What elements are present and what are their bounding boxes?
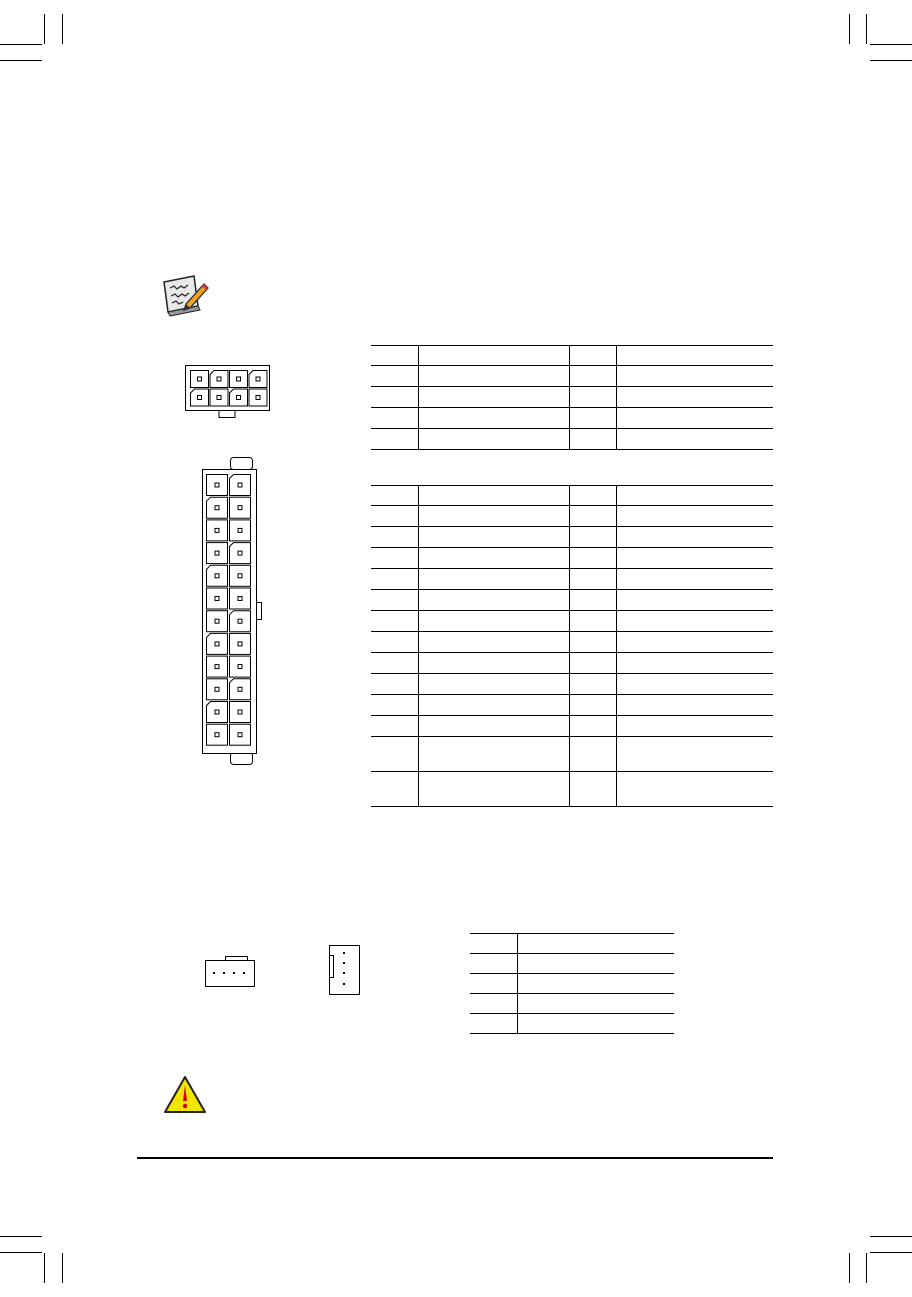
table-row (371, 590, 773, 611)
pin-contact (215, 528, 219, 532)
pin-contact (238, 687, 242, 691)
table-cell (616, 716, 773, 737)
table-row (470, 974, 674, 994)
table-row (371, 674, 773, 695)
table-cell (517, 934, 674, 954)
table-cell (569, 653, 616, 674)
pin-contact (215, 483, 219, 487)
pin-contact (238, 710, 242, 714)
table-cell (616, 387, 773, 408)
table-cell (517, 994, 674, 1014)
table-cell (616, 772, 773, 807)
table-row (371, 486, 773, 506)
table-cell (418, 506, 569, 527)
crop-mark (0, 1236, 42, 1237)
crop-mark (44, 1253, 45, 1283)
table-row (371, 506, 773, 527)
pin-contact (215, 642, 219, 646)
table-cell (470, 974, 517, 994)
table-cell (418, 486, 569, 506)
crop-mark (0, 44, 42, 45)
table-cell (616, 695, 773, 716)
table-cell (569, 695, 616, 716)
table-cell (616, 632, 773, 653)
table-row (470, 934, 674, 954)
table-cell (371, 569, 418, 590)
table-cell (569, 716, 616, 737)
table-cell (616, 506, 773, 527)
table-cell (418, 772, 569, 807)
crop-mark (866, 1253, 867, 1283)
table-cell (616, 674, 773, 695)
table-cell (616, 408, 773, 429)
table-row (371, 737, 773, 772)
table-cell (418, 695, 569, 716)
table-cell (569, 737, 616, 772)
table-cell (517, 974, 674, 994)
warning-triangle-icon (163, 1075, 207, 1115)
table-cell (418, 408, 569, 429)
table-cell (569, 429, 616, 450)
footer-rule (137, 1157, 773, 1159)
table-cell (569, 366, 616, 387)
table-cell (418, 737, 569, 772)
table-cell (616, 737, 773, 772)
pin-contact (238, 528, 242, 532)
table-cell (418, 632, 569, 653)
crop-mark (62, 14, 63, 44)
table-cell (371, 695, 418, 716)
table-cell (569, 387, 616, 408)
crop-mark (870, 1252, 912, 1253)
pin-contact (217, 377, 221, 381)
table-cell (569, 569, 616, 590)
table-cell (371, 408, 418, 429)
table-cell (371, 674, 418, 695)
table-cell (418, 548, 569, 569)
table-cell (418, 674, 569, 695)
table-cell (569, 674, 616, 695)
table-cell (371, 716, 418, 737)
table-cell (470, 1014, 517, 1034)
crop-mark (870, 60, 912, 61)
table-row (470, 994, 674, 1014)
table-cell (569, 772, 616, 807)
pin-contact (217, 396, 221, 400)
table-cell (616, 611, 773, 632)
table-row (371, 653, 773, 674)
pin-contact (215, 619, 219, 623)
table-cell (569, 408, 616, 429)
table-cell (470, 994, 517, 1014)
table-cell (418, 716, 569, 737)
pin-contact (215, 506, 219, 510)
table-cell (371, 366, 418, 387)
table-cell (569, 548, 616, 569)
crop-mark (870, 1236, 912, 1237)
crop-mark (44, 14, 45, 44)
table-row (371, 527, 773, 548)
crop-mark (849, 14, 850, 44)
table-cell (616, 346, 773, 366)
table-cell (418, 366, 569, 387)
table-row (371, 611, 773, 632)
atx-24pin-connector-diagram (198, 456, 268, 768)
table-cell (418, 346, 569, 366)
table-cell (371, 772, 418, 807)
table-cell (418, 611, 569, 632)
table-cell (517, 954, 674, 974)
memo-pencil-icon (160, 272, 210, 318)
pin-contact (198, 396, 202, 400)
pin-contact (215, 710, 219, 714)
table-cell (371, 548, 418, 569)
table-row (371, 408, 773, 429)
pin-contact (238, 619, 242, 623)
table-cell (371, 429, 418, 450)
atx-12v-connector-diagram (184, 364, 274, 420)
table-row (371, 632, 773, 653)
table-row (371, 346, 773, 366)
pin-contact (237, 396, 241, 400)
pin-contact (215, 551, 219, 555)
table-row (470, 1014, 674, 1034)
table-cell (569, 486, 616, 506)
fan-pin-table (470, 933, 674, 1034)
crop-mark (870, 44, 912, 45)
table-cell (569, 346, 616, 366)
table-cell (616, 548, 773, 569)
table-cell (371, 590, 418, 611)
table-cell (569, 506, 616, 527)
table-cell (418, 527, 569, 548)
pin-contact (238, 642, 242, 646)
table-cell (371, 527, 418, 548)
table-cell (371, 653, 418, 674)
table-cell (371, 387, 418, 408)
table-cell (569, 632, 616, 653)
table-cell (418, 429, 569, 450)
table-cell (418, 569, 569, 590)
pin-contact (238, 733, 242, 737)
pin-contact (256, 377, 260, 381)
pin-contact (215, 665, 219, 669)
table-cell (517, 1014, 674, 1034)
fan-header-vertical-diagram (326, 942, 364, 996)
pin-contact (215, 597, 219, 601)
atx-12v-pin-table (371, 345, 773, 450)
pin-contact (238, 506, 242, 510)
pin-contact (238, 551, 242, 555)
crop-mark (62, 1253, 63, 1283)
crop-mark (0, 1252, 42, 1253)
table-cell (616, 366, 773, 387)
pin-contact (237, 377, 241, 381)
table-cell (418, 653, 569, 674)
table-row (371, 716, 773, 737)
table-row (470, 954, 674, 974)
table-cell (470, 954, 517, 974)
table-row (371, 569, 773, 590)
table-cell (616, 527, 773, 548)
pin-contact (256, 396, 260, 400)
table-cell (371, 611, 418, 632)
table-row (371, 548, 773, 569)
fan-header-horizontal-diagram (203, 954, 257, 988)
pin-contact (198, 377, 202, 381)
table-row (371, 387, 773, 408)
table-cell (371, 506, 418, 527)
table-cell (418, 590, 569, 611)
table-cell (371, 346, 418, 366)
table-row (371, 772, 773, 807)
crop-mark (849, 1253, 850, 1283)
table-cell (569, 611, 616, 632)
table-cell (569, 527, 616, 548)
crop-mark (0, 60, 42, 61)
table-row (371, 366, 773, 387)
pin-contact (238, 597, 242, 601)
pin-contact (215, 574, 219, 578)
table-cell (616, 569, 773, 590)
atx-24pin-table (371, 485, 773, 807)
pin-contact (215, 687, 219, 691)
pin-contact (238, 483, 242, 487)
table-cell (616, 429, 773, 450)
table-cell (371, 737, 418, 772)
table-cell (418, 387, 569, 408)
crop-mark (866, 14, 867, 44)
table-cell (569, 590, 616, 611)
table-cell (616, 590, 773, 611)
table-cell (371, 632, 418, 653)
table-cell (616, 486, 773, 506)
table-row (371, 429, 773, 450)
table-cell (470, 934, 517, 954)
table-row (371, 695, 773, 716)
table-cell (616, 653, 773, 674)
pin-contact (238, 665, 242, 669)
pin-contact (215, 733, 219, 737)
table-cell (371, 486, 418, 506)
pin-contact (238, 574, 242, 578)
